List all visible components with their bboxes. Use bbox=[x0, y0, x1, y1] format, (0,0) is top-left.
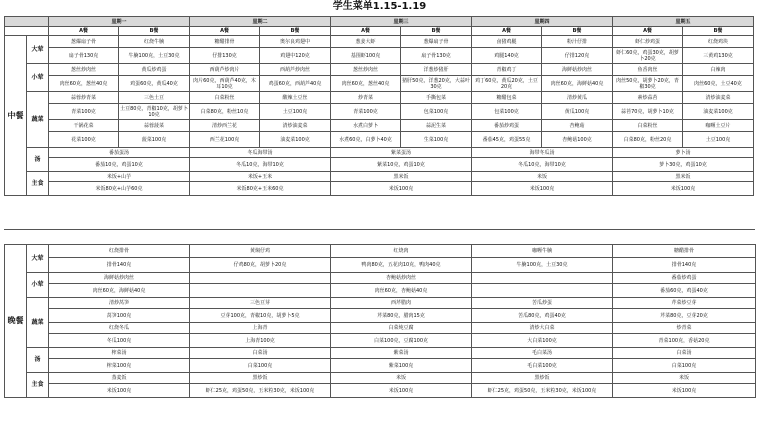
dish-ingredients: 排骨140克 bbox=[49, 258, 190, 273]
dish-ingredients: 鸭肉80克，五花肉10克，鸭肉40克 bbox=[331, 258, 472, 273]
table-row bbox=[5, 273, 756, 284]
dish-name: 清炒黄瓜 bbox=[542, 92, 613, 104]
dish-ingredients: 白菜80克，粉丝20克 bbox=[613, 132, 683, 148]
dish-ingredients: 土豆100克 bbox=[260, 104, 331, 120]
dish-ingredients: 豆芽100克，青椒10克，胡萝卜5克 bbox=[190, 309, 331, 323]
table-row bbox=[5, 158, 754, 172]
dish-name: 红烧牛腩 bbox=[119, 36, 190, 48]
dish-ingredients: 三黄鸡130克 bbox=[683, 48, 754, 64]
table-row bbox=[5, 148, 754, 158]
dish-ingredients: 芹菜80克，豆芽20克 bbox=[613, 309, 756, 323]
dish-ingredients: 排骨140克 bbox=[613, 258, 756, 273]
dish-ingredients: 米饭80克+玉米60克 bbox=[190, 182, 331, 196]
dish-ingredients: 西兰花100克 bbox=[190, 132, 260, 148]
dish-name: 白辣肉 bbox=[683, 64, 754, 76]
table-row bbox=[5, 258, 756, 273]
dish-ingredients: 鸡腿140克 bbox=[472, 48, 542, 64]
dish-ingredients: 仔排120克 bbox=[542, 48, 613, 64]
corner-cell bbox=[5, 27, 49, 36]
dish-name: 冬瓜海带汤 bbox=[190, 148, 331, 158]
dish-name: 杏鲍菇 bbox=[542, 120, 613, 132]
dish-name: 奥尔良鸡翅中 bbox=[260, 36, 331, 48]
dish-name: 清炒西兰花 bbox=[190, 120, 260, 132]
dish-name: 白菜汤 bbox=[190, 348, 331, 359]
dish-name: 鱼香肉丝 bbox=[613, 64, 683, 76]
dish-ingredients: 仔鸡80克，胡萝卜20克 bbox=[190, 258, 331, 273]
table-row bbox=[5, 384, 756, 398]
dish-ingredients: 肉丝60克，葱丝40克 bbox=[331, 76, 401, 92]
table-row bbox=[5, 120, 754, 132]
dish-ingredients: 冬瓜10克，海带10克 bbox=[472, 158, 613, 172]
table-row bbox=[5, 309, 756, 323]
dish-ingredients: 肉丝60克，葱丝40克 bbox=[49, 76, 119, 92]
dish-name: 糖醋排骨 bbox=[613, 245, 756, 258]
dish-name: 糖醋包菜 bbox=[472, 92, 542, 104]
dish-ingredients: 鸡蛋60克，黄瓜40克 bbox=[119, 76, 190, 92]
table-row bbox=[5, 64, 754, 76]
dish-ingredients: 鸡蛋60克，西葫芦40克 bbox=[260, 76, 331, 92]
dish-name: 海鲜菇炒肉丝 bbox=[49, 273, 190, 284]
table-row bbox=[5, 182, 754, 196]
dish-name: 三色土豆 bbox=[119, 92, 190, 104]
dish-ingredients: 菠菜100克 bbox=[119, 132, 190, 148]
dish-name bbox=[190, 273, 331, 284]
table-row bbox=[5, 104, 754, 120]
table-row bbox=[5, 348, 756, 359]
dish-name: 苦瓜炒蛋 bbox=[472, 298, 613, 309]
dish-ingredients: 包菜100克 bbox=[472, 104, 542, 120]
dish-ingredients: 水煮60克，白萝卜40克 bbox=[331, 132, 401, 148]
table-row bbox=[5, 132, 754, 148]
dish-name: 杏鲍菇炒肉丝 bbox=[331, 273, 472, 284]
category-label: 主食 bbox=[27, 373, 49, 398]
dish-name: 白菜汤 bbox=[613, 348, 756, 359]
corner-cell bbox=[5, 17, 49, 27]
dish-ingredients: 蒜苔70克，胡萝卜10克 bbox=[613, 104, 683, 120]
dish-name: 黑米饭 bbox=[613, 172, 754, 182]
dish-name: 黄瓜炒鸡蛋 bbox=[119, 64, 190, 76]
set-b-header: B餐 bbox=[260, 27, 331, 36]
dish-name: 青椒鸡丁 bbox=[472, 64, 542, 76]
section-divider bbox=[4, 229, 755, 243]
day-header: 星期三 bbox=[331, 17, 472, 27]
dish-name: 葱姜大虾 bbox=[331, 36, 401, 48]
dish-ingredients: 紫菜100克 bbox=[331, 359, 472, 373]
dish-name: 水煮白萝卜 bbox=[331, 120, 401, 132]
dish-ingredients: 包菜100克 bbox=[401, 104, 472, 120]
dish-name: 炒青菜 bbox=[613, 323, 756, 334]
dish-name: 米饭+玉米 bbox=[190, 172, 331, 182]
dish-name: 芹菜炒豆芽 bbox=[613, 298, 756, 309]
dish-ingredients: 白菜100克 bbox=[613, 359, 756, 373]
table-row bbox=[5, 92, 754, 104]
category-label: 大荤 bbox=[27, 245, 49, 273]
lunch-table bbox=[4, 16, 754, 196]
dish-ingredients: 土豆80克，青椒10克，胡萝卜10克 bbox=[120, 105, 188, 118]
set-a-header: A餐 bbox=[331, 27, 401, 36]
category-label: 蔬菜 bbox=[27, 92, 49, 148]
set-b-header: B餐 bbox=[542, 27, 613, 36]
dish-ingredients: 土豆100克 bbox=[683, 132, 754, 148]
dish-ingredients: 榨菜100克 bbox=[49, 359, 190, 373]
dish-name: 蒸麦饭 bbox=[49, 373, 190, 384]
dish-ingredients: 鸡翅中120克 bbox=[260, 48, 331, 64]
dish-name: 上海青 bbox=[190, 323, 331, 334]
dish-ingredients: 虾仁60克，鸡蛋30克，胡萝卜20克 bbox=[613, 48, 683, 64]
dish-ingredients: 青菜100克 bbox=[331, 104, 401, 120]
dish-ingredients: 莴笋100克 bbox=[49, 309, 190, 323]
dish-ingredients: 花菜100克 bbox=[49, 132, 119, 148]
dish-ingredients: 青菜100克 bbox=[49, 104, 119, 120]
dish-ingredients: 冬瓜100克 bbox=[49, 334, 190, 348]
dish-name: 西葫芦炒肉片 bbox=[190, 64, 260, 76]
dish-ingredients: 肉丝60克，海鲜菇40克 bbox=[542, 76, 613, 92]
dish-name bbox=[472, 273, 613, 284]
dish-ingredients: 番茄60克，鸡蛋40克 bbox=[613, 284, 756, 298]
table-row bbox=[5, 359, 756, 373]
set-b-header: B餐 bbox=[119, 27, 190, 36]
category-label: 主食 bbox=[27, 172, 49, 196]
meal-label: 晚餐 bbox=[5, 245, 27, 398]
dish-name: 红烧排骨 bbox=[49, 245, 190, 258]
dish-ingredients bbox=[472, 284, 613, 298]
dish-ingredients: 冬瓜10克，海带10克 bbox=[190, 158, 331, 172]
dish-name: 番茄炒鸡蛋 bbox=[472, 120, 542, 132]
set-header-row bbox=[5, 27, 754, 36]
day-header-row bbox=[5, 17, 754, 27]
dish-ingredients: 番茄45克，鸡蛋55克 bbox=[472, 132, 542, 148]
dish-name: 番茄炒鸡蛋 bbox=[613, 273, 756, 284]
dish-ingredients: 米饭100克 bbox=[49, 384, 190, 398]
dish-name: 洋葱炒猪肝 bbox=[401, 64, 472, 76]
dish-name: 清炒莴笋 bbox=[49, 298, 190, 309]
dish-ingredients: 米饭100克 bbox=[613, 182, 754, 196]
page-title: 学生菜单1.15-1.19 bbox=[332, 1, 427, 12]
set-a-header: A餐 bbox=[613, 27, 683, 36]
dish-ingredients: 扇子骨130克 bbox=[401, 48, 472, 64]
dish-name: 黑米饭 bbox=[331, 172, 472, 182]
dish-name: 黄焖仔鸡 bbox=[190, 245, 331, 258]
set-b-header: B餐 bbox=[683, 27, 754, 36]
dish-name: 三色豆芽 bbox=[190, 298, 331, 309]
table-row bbox=[5, 373, 756, 384]
category-label: 小荤 bbox=[27, 273, 49, 298]
dish-ingredients: 肉片60克，西葫芦40克，木耳10克 bbox=[190, 76, 260, 92]
dish-name: 番茄蛋汤 bbox=[49, 148, 190, 158]
dish-ingredients: 油麦菜100克 bbox=[260, 132, 331, 148]
dish-ingredients bbox=[190, 284, 331, 298]
dish-name: 海带冬瓜汤 bbox=[472, 148, 613, 158]
dish-ingredients: 白菜80克，粉丝10克 bbox=[190, 104, 260, 120]
meal-label: 中餐 bbox=[5, 36, 27, 196]
dish-ingredients: 上海青100克 bbox=[190, 334, 331, 348]
dish-ingredients: 白菜100克，豆腐100克 bbox=[331, 334, 472, 348]
dish-ingredients: 米饭100克 bbox=[331, 384, 472, 398]
dish-ingredients: 米饭100克 bbox=[613, 384, 756, 398]
dish-ingredients: 紫菜10克，鸡蛋10克 bbox=[331, 158, 472, 172]
dish-name: 葱丝炒肉丝 bbox=[331, 64, 401, 76]
dish-name: 素炒蒜苔 bbox=[613, 92, 683, 104]
dish-name: 黑炒饭 bbox=[472, 373, 613, 384]
dish-name: 毛白菜汤 bbox=[472, 348, 613, 359]
dish-name: 炒青菜 bbox=[331, 92, 401, 104]
dish-name: 红烧冬瓜 bbox=[49, 323, 190, 334]
day-header: 星期四 bbox=[472, 17, 613, 27]
dish-name: 蒜泥生菜 bbox=[401, 120, 472, 132]
table-row bbox=[5, 334, 756, 348]
dish-ingredients: 仔排130克 bbox=[190, 48, 260, 64]
dish-ingredients: 虾仁25克，鸡蛋50克，玉米粒30克，米饭100克 bbox=[472, 384, 613, 398]
dish-ingredients: 番茄10克，鸡蛋10克 bbox=[49, 158, 190, 172]
dish-name: 米饭 bbox=[472, 172, 613, 182]
dish-name: 卤猪鸡腿 bbox=[472, 36, 542, 48]
dish-name: 萝卜汤 bbox=[613, 148, 754, 158]
dish-name: 白菜炖豆腐 bbox=[331, 323, 472, 334]
dish-ingredients: 猪肝50克，洋葱20克，大蒜叶30克 bbox=[402, 77, 470, 90]
set-a-header: A餐 bbox=[472, 27, 542, 36]
dish-ingredients: 米饭100克 bbox=[331, 182, 472, 196]
dish-name: 榨菜汤 bbox=[49, 348, 190, 359]
dish-name: 清炒油麦菜 bbox=[260, 120, 331, 132]
day-header: 星期五 bbox=[613, 17, 754, 27]
day-header: 星期二 bbox=[190, 17, 331, 27]
dish-name: 葱爆扇子骨 bbox=[49, 36, 119, 48]
table-row bbox=[5, 284, 756, 298]
dish-name: 西芹腊肉 bbox=[331, 298, 472, 309]
dish-ingredients: 基围虾100克 bbox=[331, 48, 401, 64]
dish-name: 粉汁仔排 bbox=[542, 36, 613, 48]
dish-name: 葱丝炒肉丝 bbox=[49, 64, 119, 76]
dish-name: 紫菜蛋汤 bbox=[331, 148, 472, 158]
dish-name: 清炒油麦菜 bbox=[683, 92, 754, 104]
dish-name: 黑炒饭 bbox=[190, 373, 331, 384]
set-a-header: A餐 bbox=[190, 27, 260, 36]
table-row bbox=[5, 298, 756, 309]
dish-name: 米饭 bbox=[613, 373, 756, 384]
dish-name: 酸辣土豆丝 bbox=[260, 92, 331, 104]
dish-name: 米饭+山芋 bbox=[49, 172, 190, 182]
dish-ingredients: 大白菜100克 bbox=[472, 334, 613, 348]
set-a-header: A餐 bbox=[49, 27, 119, 36]
dish-ingredients: 黄瓜100克 bbox=[542, 104, 613, 120]
dish-ingredients: 米饭100克 bbox=[472, 182, 613, 196]
dish-ingredients: 米饭80克+山芋60克 bbox=[49, 182, 190, 196]
category-label: 蔬菜 bbox=[27, 298, 49, 348]
dish-name: 西葫芦炒肉丝 bbox=[260, 64, 331, 76]
dish-name: 清炒大白菜 bbox=[472, 323, 613, 334]
dish-name: 咖喱牛腩 bbox=[472, 245, 613, 258]
dish-name: 蒜蓉炒青菜 bbox=[49, 92, 119, 104]
dish-name: 红烧鸡块 bbox=[683, 36, 754, 48]
table-row bbox=[5, 245, 756, 258]
day-header: 星期一 bbox=[49, 17, 190, 27]
dish-name: 虾仁炒鸡蛋 bbox=[613, 36, 683, 48]
dish-name: 干锅花菜 bbox=[49, 120, 119, 132]
category-label: 大荤 bbox=[27, 36, 49, 64]
dish-ingredients: 萝卜30克，鸡蛋10克 bbox=[613, 158, 754, 172]
dish-ingredients: 牛腩100克，土豆30克 bbox=[472, 258, 613, 273]
dish-ingredients: 肉丝60克，海鲜菇40克 bbox=[49, 284, 190, 298]
table-row bbox=[5, 172, 754, 182]
dish-ingredients: 生菜100克 bbox=[401, 132, 472, 148]
dish-name: 咖喱土豆片 bbox=[683, 120, 754, 132]
set-b-header: B餐 bbox=[401, 27, 472, 36]
dish-ingredients: 油麦菜100克 bbox=[683, 104, 754, 120]
dish-ingredients: 杏鲍菇100克 bbox=[542, 132, 613, 148]
dish-ingredients: 芹菜80克，腊肉15克 bbox=[331, 309, 472, 323]
dish-name: 白菜粉丝 bbox=[190, 92, 260, 104]
category-label: 小荤 bbox=[27, 64, 49, 92]
dish-ingredients: 鸡丁60克，黄瓜20克，土豆20克 bbox=[472, 76, 542, 92]
dish-name: 红烧肉 bbox=[331, 245, 472, 258]
category-label: 汤 bbox=[27, 148, 49, 172]
dish-ingredients: 肉丝60克，杏鲍菇40克 bbox=[331, 284, 472, 298]
dish-ingredients: 虾仁25克，鸡蛋50克，玉米粒30克，米饭100克 bbox=[190, 384, 331, 398]
dish-ingredients: 苦瓜80克，鸡蛋40克 bbox=[472, 309, 613, 323]
dish-name: 海鲜菇炒肉丝 bbox=[542, 64, 613, 76]
table-row bbox=[5, 76, 754, 92]
dish-name: 手撕包菜 bbox=[401, 92, 472, 104]
dish-name: 白菜粉丝 bbox=[613, 120, 683, 132]
dinner-table bbox=[4, 244, 756, 398]
dish-ingredients: 牛腩100克，土豆30克 bbox=[119, 48, 190, 64]
dish-ingredients: 毛白菜100克 bbox=[472, 359, 613, 373]
dish-name: 葱爆扇子骨 bbox=[401, 36, 472, 48]
category-label: 汤 bbox=[27, 348, 49, 373]
table-row bbox=[5, 36, 754, 48]
table-row bbox=[5, 48, 754, 64]
dish-name: 米饭 bbox=[331, 373, 472, 384]
dish-ingredients: 白菜100克 bbox=[190, 359, 331, 373]
dish-name: 蒜蓉菠菜 bbox=[119, 120, 190, 132]
dish-ingredients: 肉丝50克，胡萝卜20克，青椒30克 bbox=[613, 76, 683, 92]
dish-ingredients: 扇子骨130克 bbox=[49, 48, 119, 64]
table-row bbox=[5, 323, 756, 334]
dish-ingredients: 青菜100克，香菇20克 bbox=[613, 334, 756, 348]
dish-name: 紫菜汤 bbox=[331, 348, 472, 359]
dish-ingredients: 肉丝60克，土豆40克 bbox=[683, 76, 754, 92]
dish-name: 糖醋排骨 bbox=[190, 36, 260, 48]
